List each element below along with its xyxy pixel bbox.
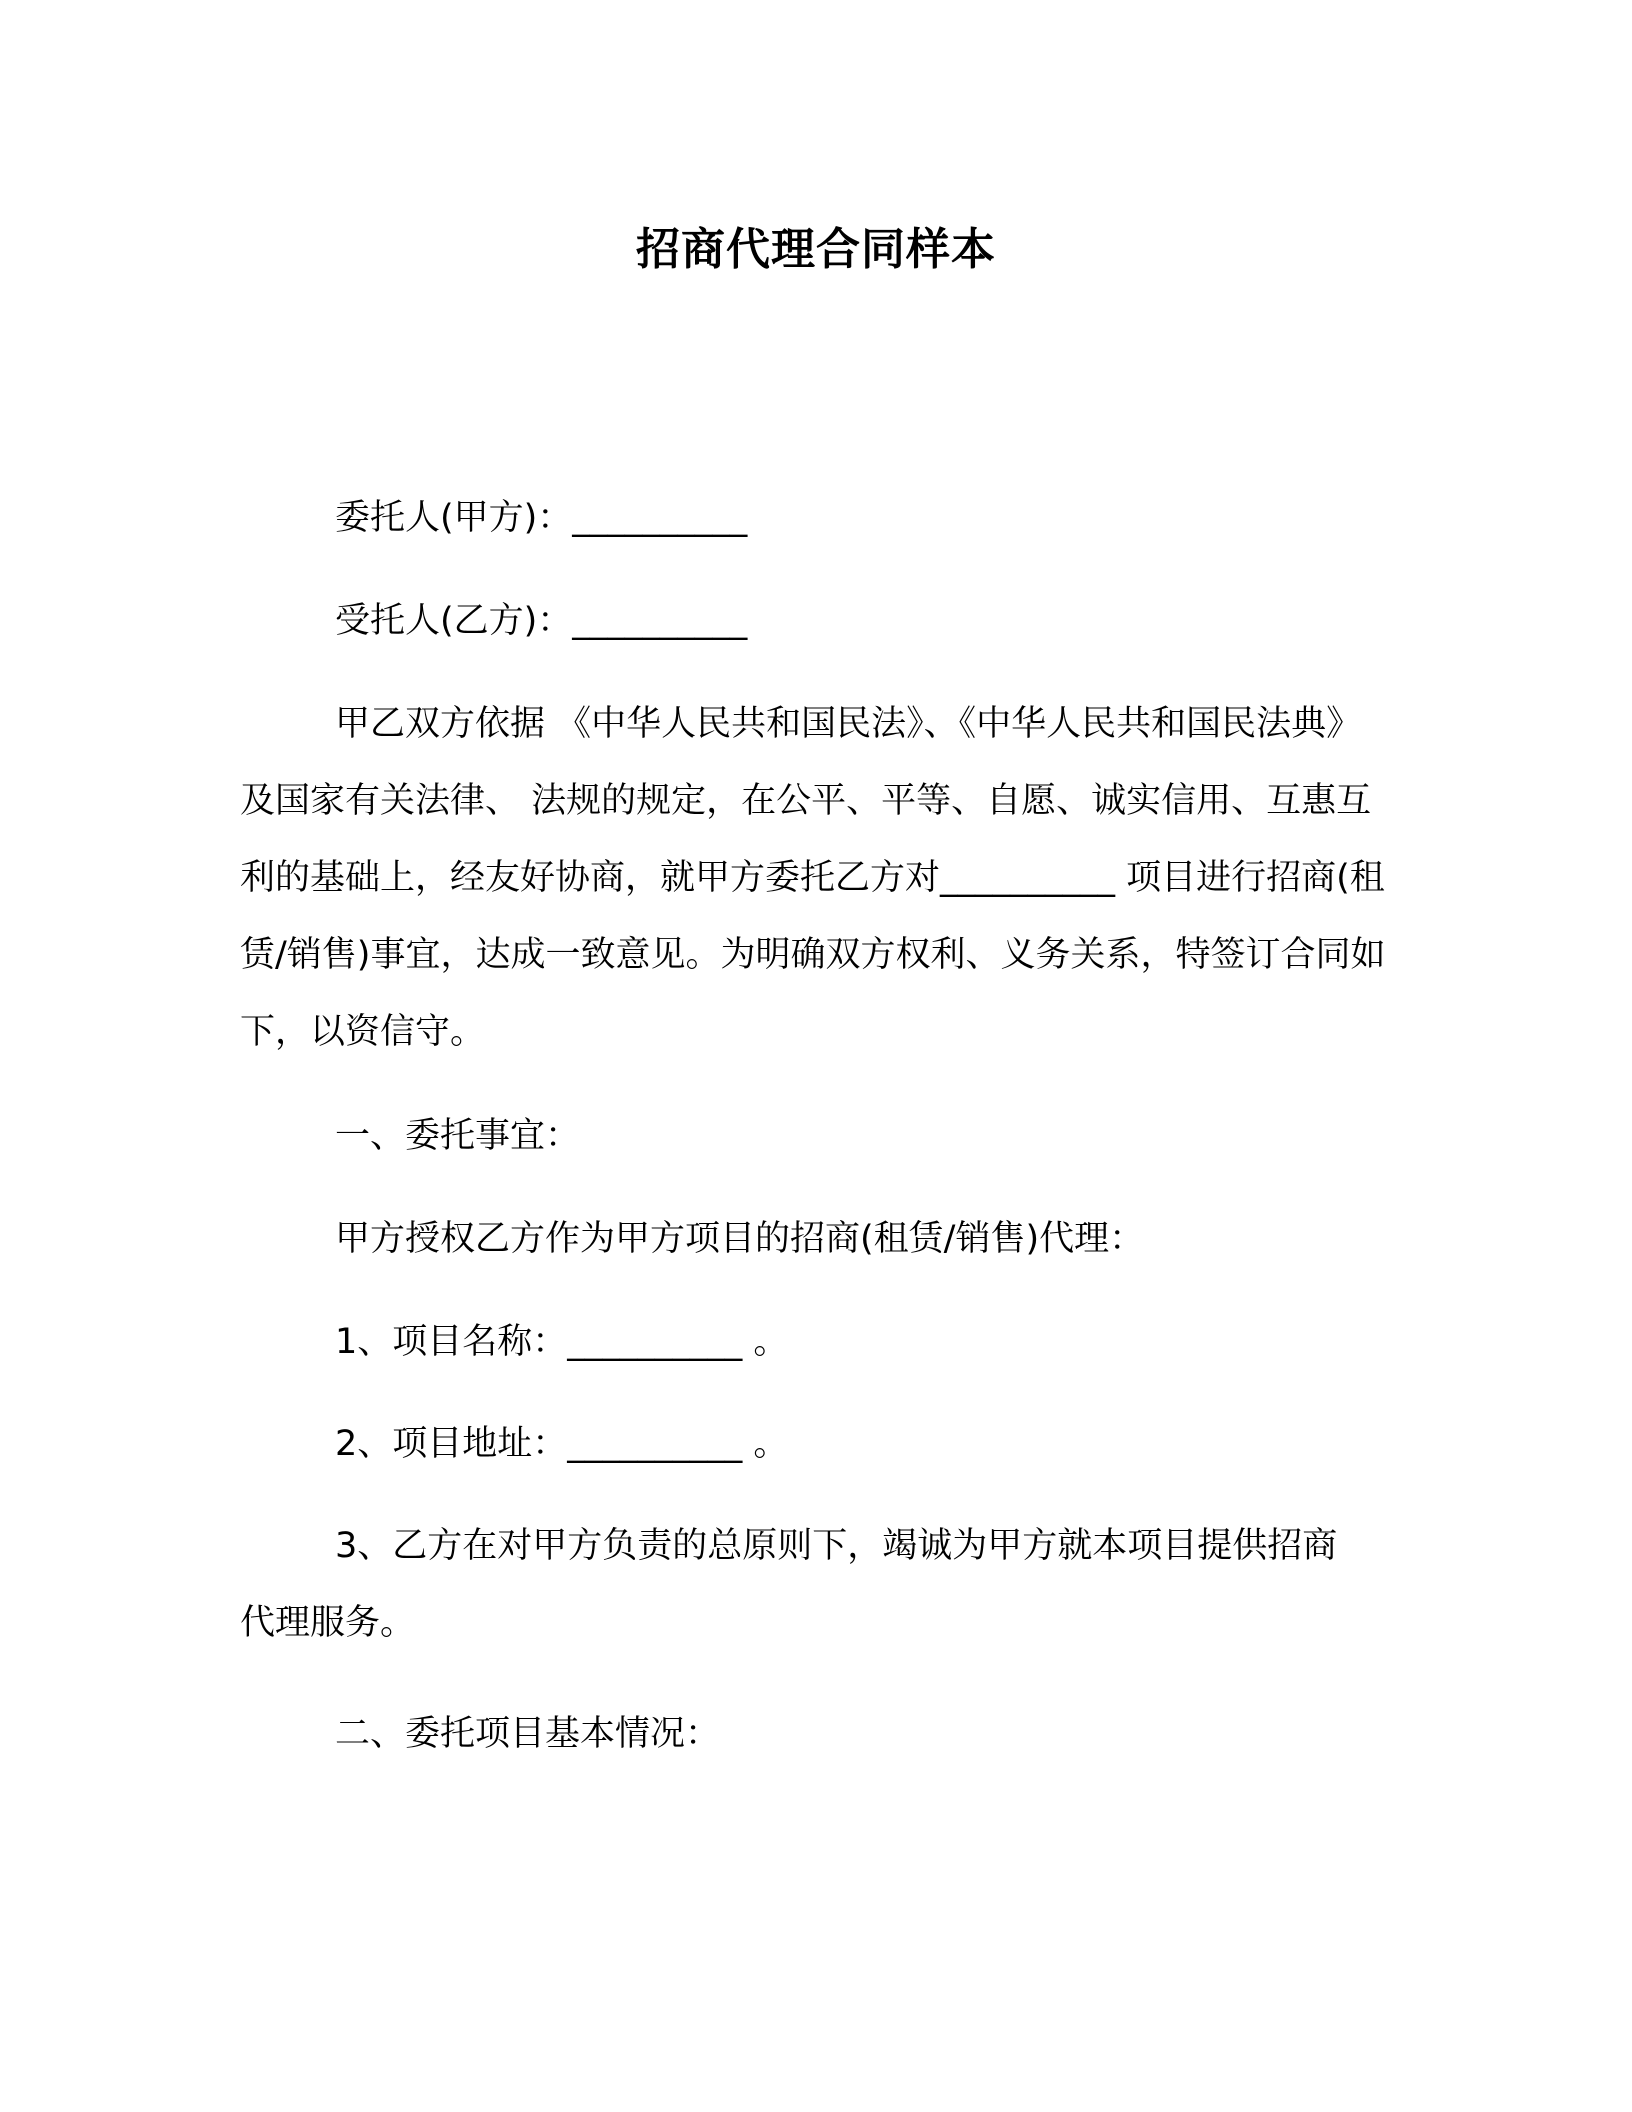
document-title: 招商代理合同样本 <box>636 224 996 275</box>
section-1-intro: 甲方授权乙方作为甲方项目的招商(租赁/销售)代理： <box>335 1219 1145 1259</box>
section-1-heading: 一、委托事宜： <box>335 1116 581 1156</box>
item-1-project-name: 1、项目名称：__________ 。 <box>335 1322 789 1362</box>
item-3-paragraph: 3、乙方在对甲方负责的总原则下，竭诚为甲方就本项目提供招商代理服务。 <box>240 1526 1338 1643</box>
principal-party-line: 委托人(甲方)：__________ <box>335 498 748 538</box>
preamble-paragraph: 甲乙双方依据 《中华人民共和国民法》、《中华人民共和国民法典》及国家有关法律、 法规的规定，在公平、平等、自愿、诚实信用、互惠互利的基础上，经友好协商，就甲方委托乙方对__________ 项目进行招商(租赁/销售)事宜，达成一致意见。为明确双方权利、义务关系，特签订合同如下，以资信守。 <box>240 704 1386 1052</box>
agent-party-line: 受托人(乙方)：__________ <box>335 601 748 641</box>
section-2-heading: 二、委托项目基本情况： <box>335 1714 721 1754</box>
item-2-project-address: 2、项目地址：__________ 。 <box>335 1424 789 1464</box>
